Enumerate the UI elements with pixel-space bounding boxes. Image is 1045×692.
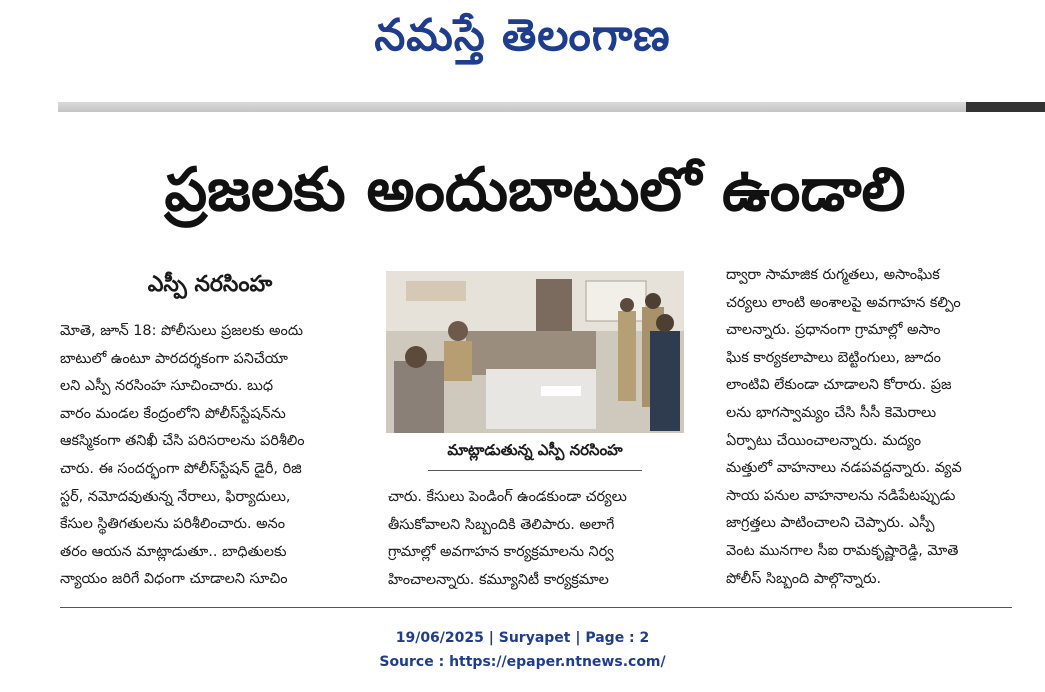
footer-date-edition: 19/06/2025 | Suryapet | Page : 2 <box>395 630 650 646</box>
article-headline: ప్రజలకు అందుబాటులో ఉండాలి <box>164 155 906 225</box>
text-line: తీసుకోవాలని సిబ్బందికి తెలిపారు. అలాగే <box>388 516 615 533</box>
footer-rule <box>60 607 1012 608</box>
text-line: చర్యలు లాంటి అంశాలపై అవగాహన కల్పిం <box>726 294 961 311</box>
header-rule-accent <box>966 102 1045 112</box>
text-line: పోలీస్ సిబ్బంది పాల్గొన్నారు. <box>726 570 882 587</box>
text-line: చారు. కేసులు పెండింగ్ ఉండకుండా చర్యలు <box>388 489 627 505</box>
text-line: బాటులో ఉంటూ పారదర్శకంగా పనిచేయా <box>60 350 288 367</box>
article-column-2 <box>388 484 686 594</box>
text-line: ఘిక కార్యకలాపాలు బెట్టింగులు, జూదం <box>726 349 941 366</box>
article-photo <box>386 271 684 433</box>
text-line: ద్వారా సామాజిక రుగ్మతలు, అసాంఘిక <box>726 267 940 283</box>
header-rule <box>58 102 1045 112</box>
text-line: సాయ పనుల వాహనాలను నడిపేటప్పుడు <box>726 487 956 504</box>
text-line: చాలన్నారు. ప్రధానంగా గ్రామాల్లో అసాం <box>726 322 941 339</box>
text-line: ఏర్పాటు చేయించాలన్నారు. మద్యం <box>726 432 922 449</box>
photo-illustration <box>386 271 684 433</box>
text-line: తరం ఆయన మాట్లాడుతూ.. బాధితులకు <box>60 543 287 560</box>
text-line: హించాలన్నారు. కమ్యూనిటీ కార్యక్రమాల <box>388 571 609 588</box>
text-line: కేసుల స్థితిగతులను పరిశీలించారు. అనం <box>60 516 286 533</box>
text-line: చారు. ఈ సందర్భంగా పోలీస్‌స్టేషన్ డైరీ, రిజి <box>60 460 302 477</box>
caption-divider <box>428 470 642 471</box>
article-column-3 <box>726 262 1016 593</box>
text-line: లాంటివి లేకుండా చూడాలని కోరారు. ప్రజ <box>726 377 952 394</box>
text-line: ఆకస్మికంగా తనిఖీ చేసి పరిసరాలను పరిశీలిం <box>60 433 305 450</box>
text-line: వారం మండల కేంద్రంలోని పోలీస్‌స్టేషన్‌ను <box>60 405 286 422</box>
text-line: లను భాగస్వామ్యం చేసి సీసీ కెమెరాలు <box>726 404 937 421</box>
text-line: న్యాయం జరిగే విధంగా చూడాలని సూచిం <box>60 571 288 588</box>
text-line: స్టర్, నమోదవుతున్న నేరాలు, ఫిర్యాదులు, <box>60 488 291 505</box>
photo-caption: మాట్లాడుతున్న ఎస్పీ నరసింహ <box>447 441 623 459</box>
text-line: గ్రామాల్లో అవగాహన కార్యక్రమాలను నిర్వ <box>388 544 614 561</box>
text-line: లని ఎస్పీ నరసింహ సూచించారు. బుధ <box>60 378 273 395</box>
article-column-1 <box>60 318 362 594</box>
text-line: జాగ్రత్తలు పాటించాలని చెప్పారు. ఎస్పీ <box>726 515 935 532</box>
footer-source: Source : https://epaper.ntnews.com/ <box>379 654 666 670</box>
text-line: మత్తులో వాహనాలు నడపవద్దన్నారు. వ్యవ <box>726 460 962 477</box>
text-line: వెంట మునగాల సీఐ రామకృష్ణారెడ్డి, మోతె <box>726 542 959 559</box>
masthead-logo: నమస్తే తెలంగాణ <box>374 10 671 61</box>
text-line: మోతె, జూన్ 18: పోలీసులు ప్రజలకు అందు <box>60 323 303 339</box>
article-byline: ఎస్పీ నరసింహ <box>147 272 273 297</box>
